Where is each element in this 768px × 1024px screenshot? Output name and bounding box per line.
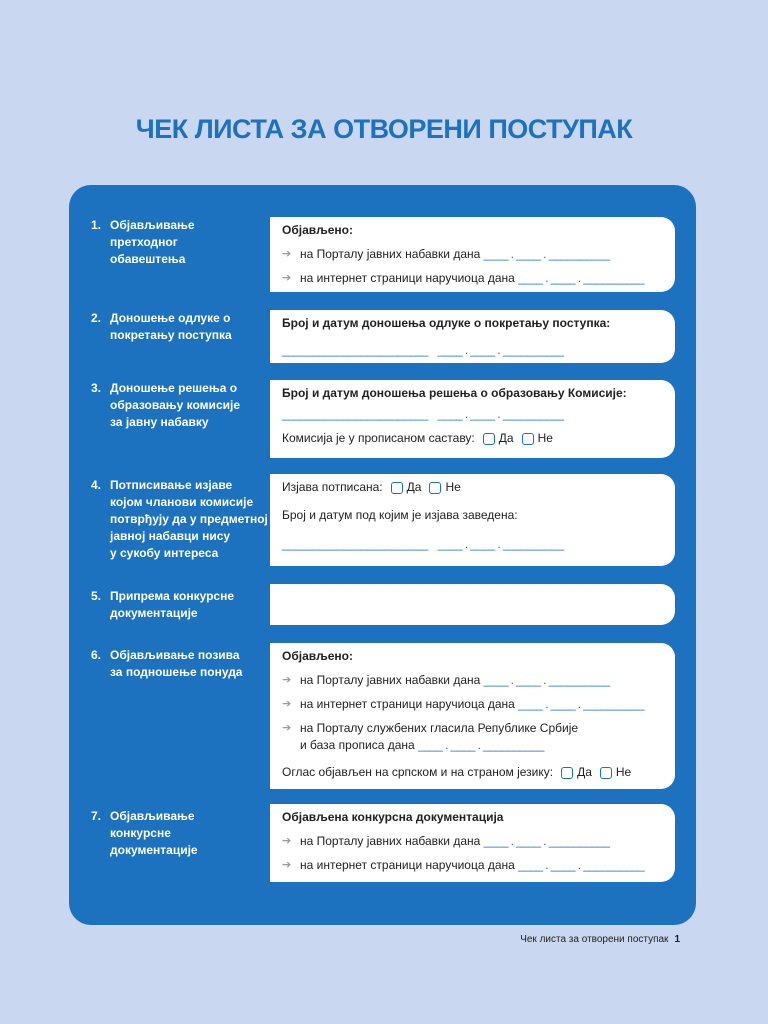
arrow-right-icon: ➔ — [282, 248, 292, 260]
form-line — [282, 673, 663, 688]
item-label: и база прописа дана — [300, 738, 415, 752]
form-line — [282, 537, 663, 552]
arrow-right-icon: ➔ — [282, 835, 292, 847]
arrow-right-icon: ➔ — [282, 698, 292, 710]
step-label: Доношење решења о образовању комисије за јавну набавку — [110, 381, 240, 429]
date-field[interactable]: ____ . ____ . __________ — [483, 673, 610, 687]
form-line — [282, 407, 663, 422]
checkbox-yes[interactable] — [483, 433, 495, 445]
footer-text: Чек листа за отворени поступак — [520, 934, 669, 945]
step-label: Потписивање изјаве којом чланови комисије потврђују да у предметној јавној набавци нису у сукобу интереса — [110, 478, 268, 560]
form-heading: Број и датум доношења одлуке о покретању поступка: — [282, 316, 611, 330]
step-3-label-block — [91, 380, 271, 431]
date-field[interactable]: ____ . ____ . __________ — [483, 247, 610, 261]
form-heading: Објављено: — [282, 223, 354, 237]
form-line — [282, 858, 663, 873]
arrow-right-icon: ➔ — [282, 272, 292, 284]
yes-label: Да — [577, 765, 592, 779]
step-number: 5. — [91, 589, 102, 603]
question-label: Изјава потписана: — [282, 480, 383, 494]
step-label: Објављивање претходног обавештења — [110, 218, 195, 266]
number-field[interactable]: ________________________ — [282, 537, 428, 551]
step-label: Објављивање конкурсне документације — [110, 809, 198, 857]
step-number: 3. — [91, 381, 102, 395]
no-label: Не — [537, 431, 553, 445]
date-field[interactable]: ____ . ____ . __________ — [518, 858, 644, 872]
item-label: Број и датум под којим је изјава заведена: — [282, 508, 518, 522]
step-7-form — [270, 804, 675, 882]
step-number: 1. — [91, 218, 102, 232]
date-field[interactable]: ____ . ____ . __________ — [437, 343, 564, 357]
form-line — [282, 765, 663, 780]
form-heading: Број и датум доношења решења о образовању Комисије: — [282, 386, 627, 400]
item-label: на интернет страници наручиоца дана — [300, 271, 515, 285]
step-number: 6. — [91, 648, 102, 662]
item-label: на Порталу јавних набавки дана — [300, 247, 481, 261]
checkbox-no[interactable] — [429, 482, 441, 494]
step-2-form — [270, 310, 675, 363]
step-3-form — [270, 380, 675, 458]
step-1-label-block — [91, 217, 271, 268]
step-label: Објављивање позива за подношење понуда — [110, 648, 243, 679]
no-label: Не — [615, 765, 632, 779]
form-line — [282, 480, 663, 495]
step-label: Припрема конкурсне документације — [110, 589, 235, 620]
form-line — [282, 697, 663, 712]
form-line — [282, 343, 663, 358]
page-title: ЧЕК ЛИСТА ЗА ОТВОРЕНИ ПОСТУПАК — [135, 114, 633, 144]
item-label: на Порталу службених гласила Републике Србије — [300, 721, 579, 735]
step-4-label-block — [91, 477, 271, 562]
step-1-form — [270, 217, 675, 292]
checkbox-no[interactable] — [600, 767, 612, 779]
form-line — [282, 247, 663, 262]
checkbox-yes[interactable] — [391, 482, 403, 494]
date-field[interactable]: ____ . ____ . __________ — [518, 697, 644, 711]
date-field[interactable]: ____ . ____ . __________ — [518, 271, 644, 285]
arrow-right-icon: ➔ — [282, 859, 292, 871]
page-number: 1 — [674, 934, 680, 945]
question-label: Комисија је у прописаном саставу: — [282, 431, 475, 445]
date-field[interactable]: ____ . ____ . __________ — [418, 738, 544, 752]
form-line — [282, 431, 663, 446]
form-heading: Објављена конкурсна документација — [282, 810, 504, 824]
item-label: на интернет страници наручиоца дана — [300, 858, 515, 872]
form-line — [282, 271, 663, 286]
form-line — [282, 721, 663, 736]
page-footer — [520, 934, 680, 945]
step-6-form — [270, 643, 675, 789]
arrow-right-icon: ➔ — [282, 674, 292, 686]
step-6-label-block — [91, 647, 271, 681]
checkbox-yes[interactable] — [561, 767, 573, 779]
form-line-continuation — [282, 738, 663, 753]
yes-label: Да — [498, 431, 514, 445]
date-field[interactable]: ____ . ____ . __________ — [437, 537, 564, 551]
step-7-label-block — [91, 808, 271, 859]
step-number: 4. — [91, 478, 102, 492]
step-4-form — [270, 474, 675, 566]
form-line — [282, 834, 663, 849]
yes-label: Да — [406, 480, 422, 494]
item-label: на Порталу јавних набавки дана — [300, 673, 481, 687]
arrow-right-icon: ➔ — [282, 722, 292, 734]
checkbox-no[interactable] — [522, 433, 534, 445]
step-5-form[interactable] — [270, 584, 675, 625]
form-heading: Објављено: — [282, 649, 354, 663]
step-5-label-block — [91, 588, 271, 622]
no-label: Не — [445, 480, 461, 494]
step-label: Доношење одлуке о покретању поступка — [110, 311, 232, 342]
form-line — [282, 508, 663, 523]
question-label: Оглас објављен на српском и на страном језику: — [282, 765, 554, 779]
step-number: 2. — [91, 311, 102, 325]
step-2-label-block — [91, 310, 271, 344]
number-field[interactable]: ________________________ — [282, 343, 428, 357]
checklist-panel — [69, 185, 696, 925]
item-label: на Порталу јавних набавки дана — [300, 834, 481, 848]
date-field[interactable]: ____ . ____ . __________ — [437, 407, 564, 421]
item-label: на интернет страници наручиоца дана — [300, 697, 515, 711]
number-field[interactable]: ________________________ — [282, 407, 428, 421]
step-number: 7. — [91, 809, 102, 823]
date-field[interactable]: ____ . ____ . __________ — [483, 834, 610, 848]
